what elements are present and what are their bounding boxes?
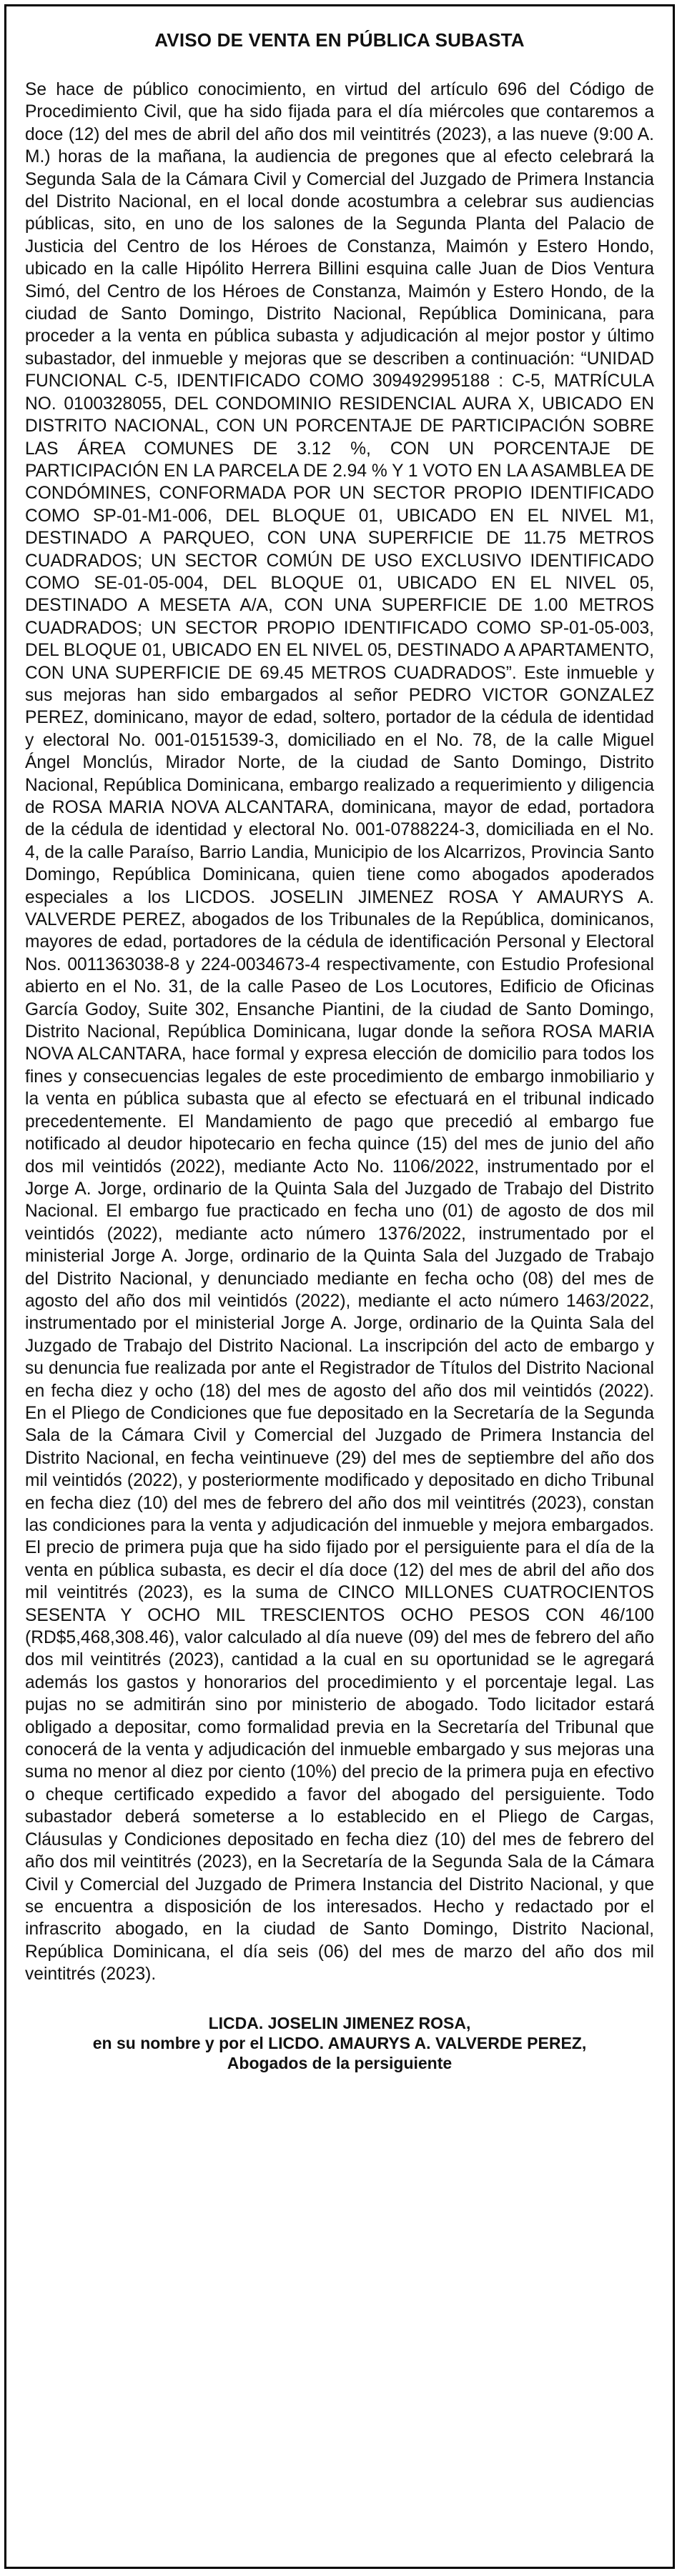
auction-notice	[4, 4, 675, 2569]
signature-block	[25, 2013, 654, 2073]
notice-title: AVISO DE VENTA EN PÚBLICA SUBASTA	[154, 29, 525, 51]
signature-line-3: Abogados de la persiguiente	[227, 2053, 453, 2072]
signature-line-1: LICDA. JOSELIN JIMENEZ ROSA,	[208, 2013, 471, 2032]
signature-line-2: en su nombre y por el LICDO. AMAURYS A. VALVERDE PEREZ,	[92, 2033, 587, 2052]
notice-body: Se hace de público conocimiento, en virtud del artículo 696 del Código de Procedimiento Civil, que ha sido fijada para el día miércoles que contaremos a doce (12) del mes de abril del año dos mil veintitrés (2023), a las nueve (9:00 A. M.) horas de la mañana, la audiencia de pregones que al efecto celebrará la Segunda Sala de la Cámara Civil y Comercial del Juzgado de Primera Instancia del Distrito Nacional, en el local donde acostumbra a celebrar sus audiencias públicas, sito, en uno de los salones de la Segunda Planta del Palacio de Justicia del Centro de los Héroes de Constanza, Maimón y Estero Hondo, ubicado en la calle Hipólito Herrera Billini esquina calle Juan de Dios Ventura Simó, del Centro de los Héroes de Constanza, Maimón y Estero Hondo, de la ciudad de Santo Domingo, Distrito Nacional, República Dominicana, para proceder a la venta en pública subasta y adjudicación al mejor postor y último subastador, del inmueble y mejoras que se describen a continuación: “UNIDAD FUNCIONAL C-5, IDENTIFICADO COMO 309492995188 : C-5, MATRÍCULA NO. 0100328055, DEL CONDOMINIO RESIDENCIAL AURA X, UBICADO EN DISTRITO NACIONAL, CON UN PORCENTAJE DE PARTICIPACIÓN SOBRE LAS ÁREA COMUNES DE 3.12 %, CON UN PORCENTAJE DE PARTICIPACIÓN EN LA PARCELA DE 2.94 % Y 1 VOTO EN LA ASAMBLEA DE CONDÓMINES, CONFORMADA POR UN SECTOR PROPIO IDENTIFICADO COMO SP-01-M1-006, DEL BLOQUE 01, UBICADO EN EL NIVEL M1, DESTINADO A PARQUEO, CON UNA SUPERFICIE DE 11.75 METROS CUADRADOS; UN SECTOR COMÚN DE USO EXCLUSIVO IDENTIFICADO COMO SE-01-05-004, DEL BLOQUE 01, UBICADO EN EL NIVEL 05, DESTINADO A MESETA A/A, CON UNA SUPERFICIE DE 1.00 METROS CUADRADOS; UN SECTOR PROPIO IDENTIFICADO COMO SP-01-05-003, DEL BLOQUE 01, UBICADO EN EL NIVEL 05, DESTINADO A APARTAMENTO, CON UNA SUPERFICIE DE 69.45 METROS CUADRADOS”. Este inmueble y sus mejoras han sido embargados al señor PEDRO VICTOR GONZALEZ PEREZ, dominicano, mayor de edad, soltero, portador de la cédula de identidad y electoral No. 001-0151539-3, domiciliado en el No. 78, de la calle Miguel Ángel Monclús, Mirador Norte, de la ciudad de Santo Domingo, Distrito Nacional, República Dominicana, embargo realizado a requerimiento y diligencia de ROSA MARIA NOVA ALCANTARA, dominicana, mayor de edad, portadora de la cédula de identidad y electoral No. 001-0788224-3, domiciliada en el No. 4, de la calle Paraíso, Barrio Landia, Municipio de los Alcarrizos, Provincia Santo Domingo, República Dominicana, quien tiene como abogados apoderados especiales a los LICDOS. JOSELIN JIMENEZ ROSA Y AMAURYS A. VALVERDE PEREZ, abogados de los Tribunales de la República, dominicanos, mayores de edad, portadores de la cédula de identificación Personal y Electoral Nos. 0011363038-8 y 224-0034673-4 respectivamente, con Estudio Profesional abierto en el No. 31, de la calle Paseo de Los Locutores, Edificio de Oficinas García Godoy, Suite 302, Ensanche Piantini, de la ciudad de Santo Domingo, Distrito Nacional, República Dominicana, lugar donde la señora ROSA MARIA NOVA ALCANTARA, hace formal y expresa elección de domicilio para todos los fines y consecuencias legales de este procedimiento de embargo inmobiliario y la venta en pública subasta que al efecto se efectuará en el tribunal indicado precedentemente. El Mandamiento de pago que precedió al embargo fue notificado al deudor hipotecario en fecha quince (15) del mes de junio del año dos mil veintidós (2022), mediante Acto No. 1106/2022, instrumentado por el Jorge A. Jorge, ordinario de la Quinta Sala del Juzgado de Trabajo del Distrito Nacional. El embargo fue practicado en fecha uno (01) de agosto de dos mil veintidós (2022), mediante acto número 1376/2022, instrumentado por el ministerial Jorge A. Jorge, ordinario de la Quinta Sala del Juzgado de Trabajo del Distrito Nacional, y denunciado mediante en fecha ocho (08) del mes de agosto del año dos mil veintidós (2022), mediante el acto número 1463/2022, instrumentado por el ministerial Jorge A. Jorge, ordinario de la Quinta Sala del Juzgado de Trabajo del Distrito Nacional. La inscripción del acto de embargo y su denuncia fue realizada por ante el Registrador de Títulos del Distrito Nacional en fecha diez y ocho (18) del mes de agosto del año dos mil veintidós (2022). En el Pliego de Condiciones que fue depositado en la Secretaría de la Segunda Sala de la Cámara Civil y Comercial del Juzgado de Primera Instancia del Distrito Nacional, en fecha veintinueve (29) del mes de septiembre del año dos mil veintidós (2022), y posteriormente modificado y depositado en dicho Tribunal en fecha diez (10) del mes de febrero del año dos mil veintitrés (2023), constan las condiciones para la venta y adjudicación del inmueble y mejora embargados. El precio de primera puja que ha sido fijado por el persiguiente para el día de la venta en pública subasta, es decir el día doce (12) del mes de abril del año dos mil veintitrés (2023), es la suma de CINCO MILLONES CUATROCIENTOS SESENTA Y OCHO MIL TRESCIENTOS OCHO PESOS CON 46/100 (RD$5,468,308.46), valor calculado al día nueve (09) del mes de febrero del año dos mil veintitrés (2023), cantidad a la cual en su oportunidad se le agregará además los gastos y honorarios del procedimiento y el porcentaje legal. Las pujas no se admitirán sino por ministerio de abogado. Todo licitador estará obligado a depositar, como formalidad previa en la Secretaría del Tribunal que conocerá de la venta y adjudicación del inmueble embargado y sus mejoras una suma no menor al diez por ciento (10%) del precio de la primera puja en efectivo o cheque certificado expedido a favor del abogado del persiguiente. Todo subastador deberá someterse a lo establecido en el Pliego de Cargas, Cláusulas y Condiciones depositado en fecha diez (10) del mes de febrero del año dos mil veintitrés (2023), en la Secretaría de la Segunda Sala de la Cámara Civil y Comercial del Juzgado de Primera Instancia del Distrito Nacional, y que se encuentra a disposición de los interesados. Hecho y redactado por el infrascrito abogado, en la ciudad de Santo Domingo, Distrito Nacional, República Dominicana, el día seis (06) del mes de marzo del año dos mil veintitrés (2023).	[25, 80, 654, 1985]
